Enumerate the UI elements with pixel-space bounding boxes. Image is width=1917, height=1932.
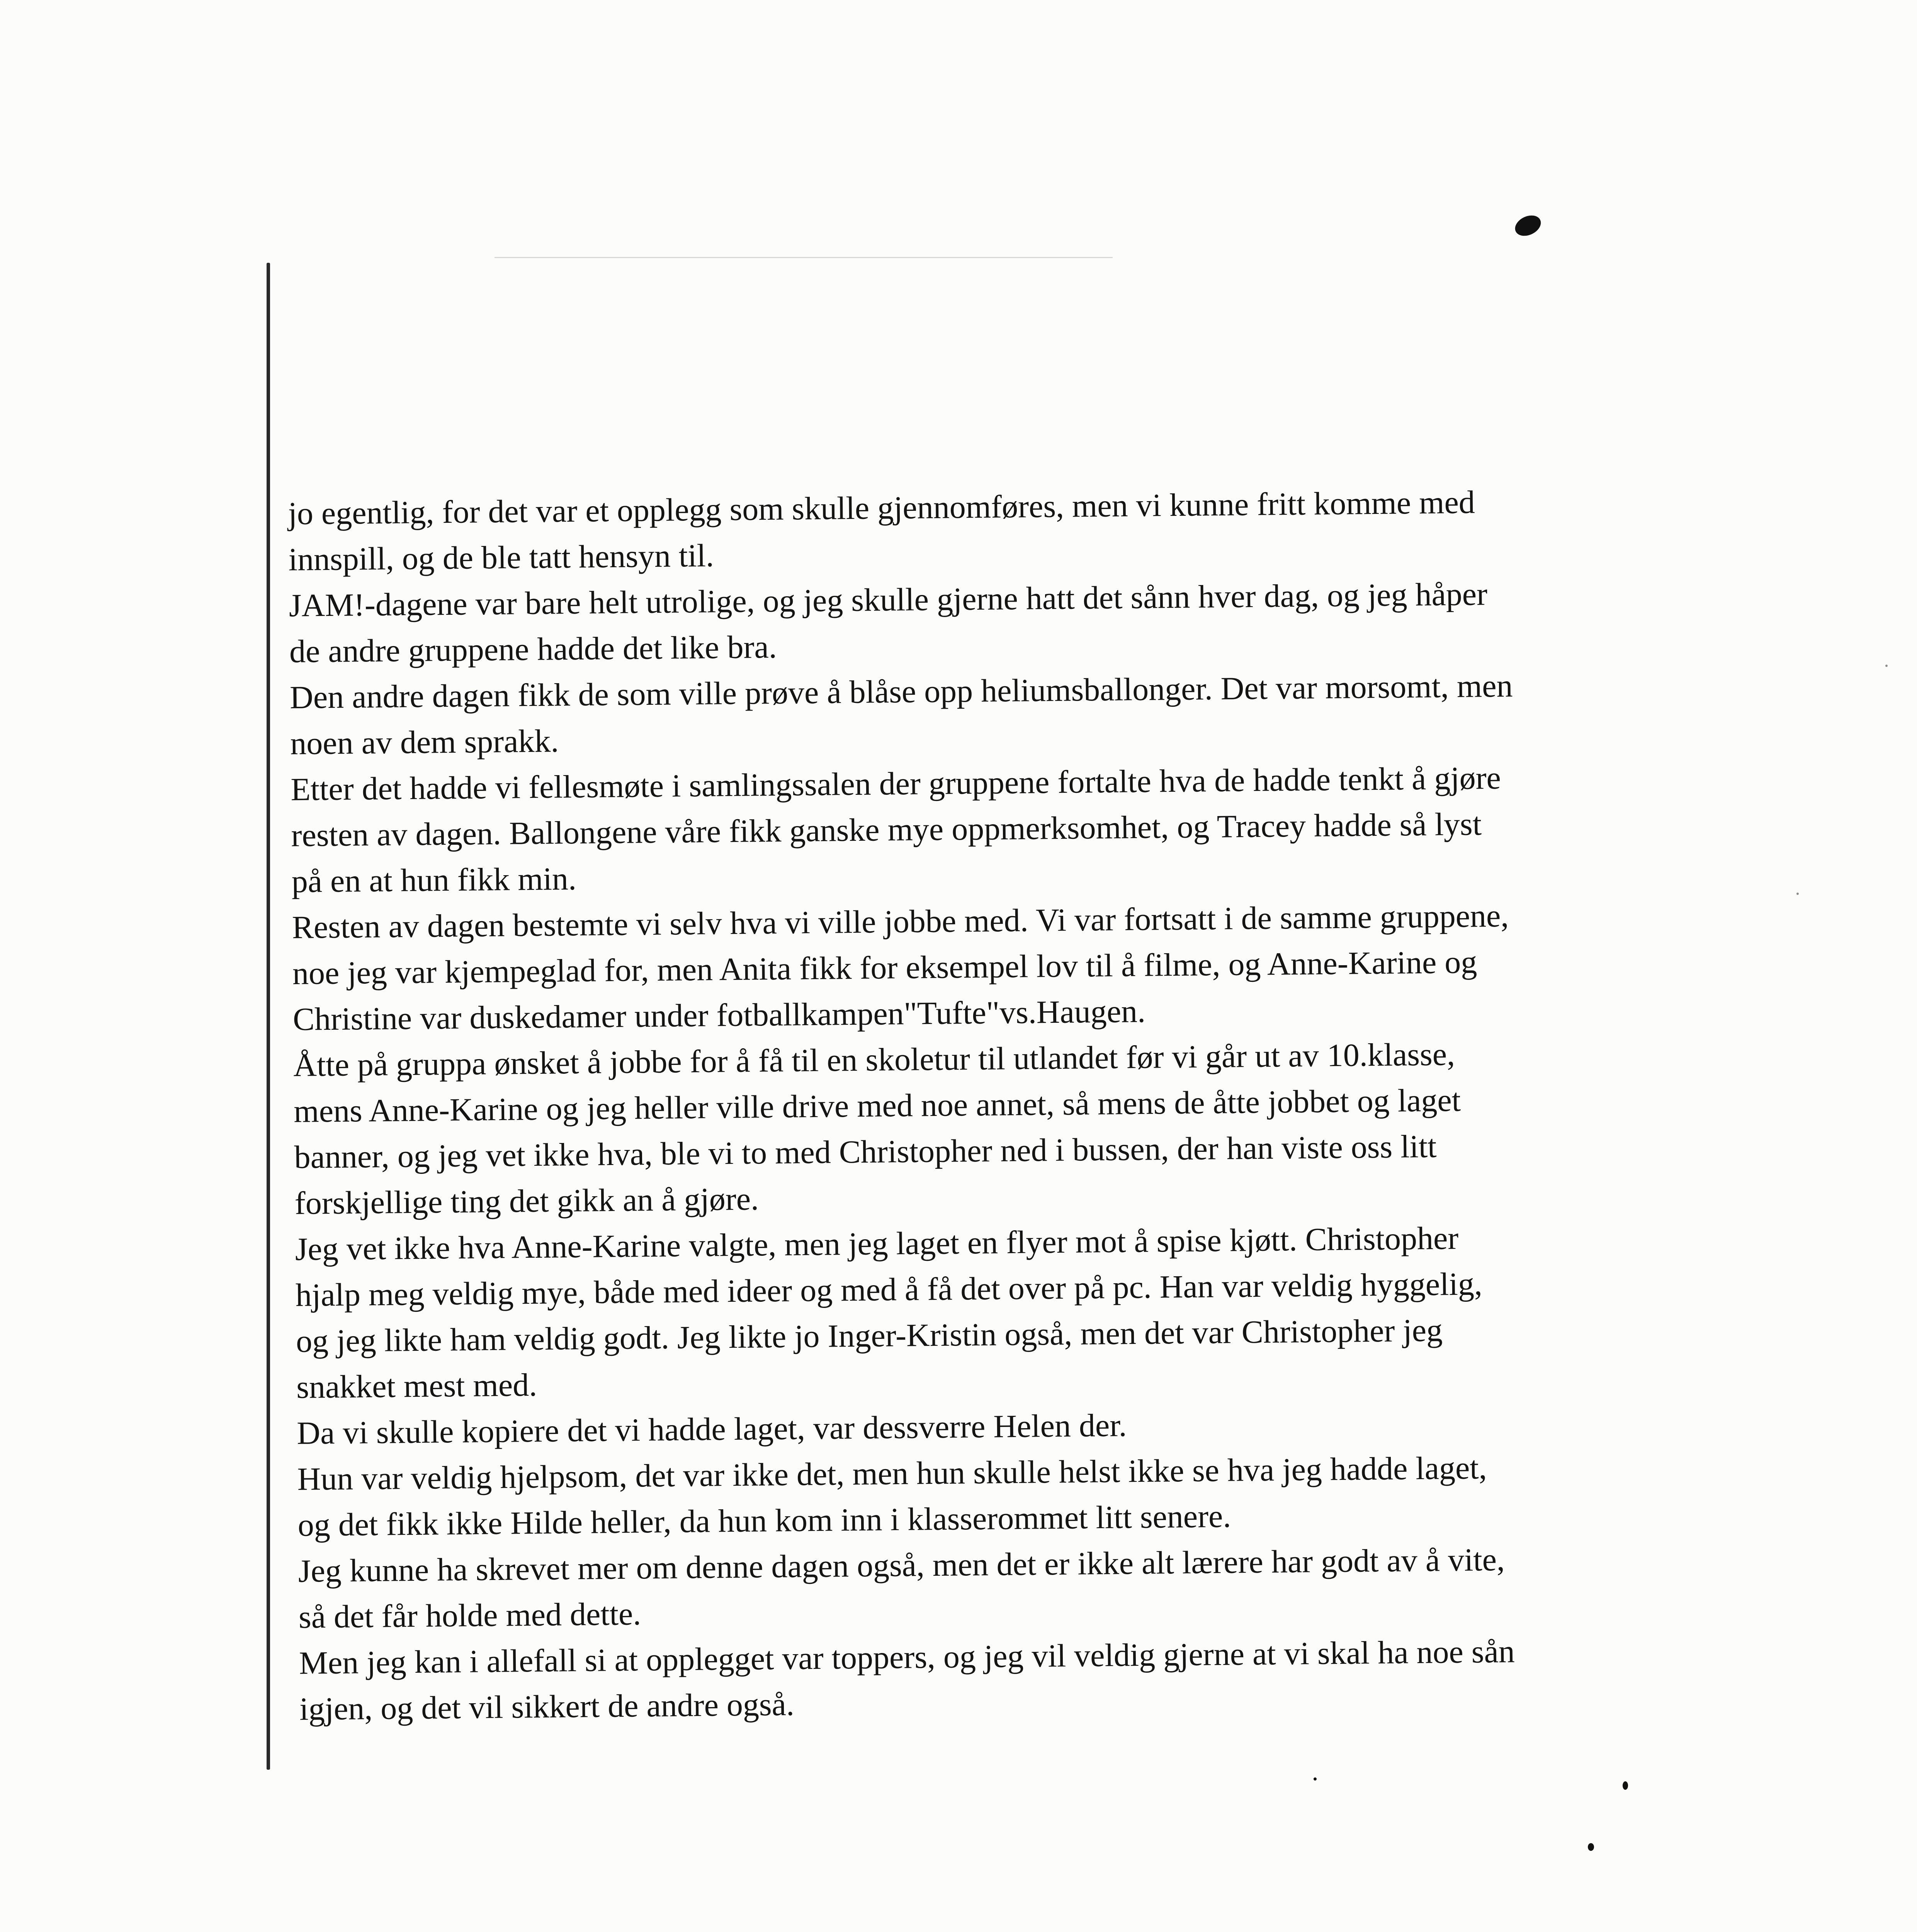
text-line: Da vi skulle kopiere det vi hadde laget, var dessverre Helen der.: [296, 1407, 1127, 1451]
ink-speck: [1623, 1781, 1628, 1790]
text-line: hjalp meg veldig mye, både med ideer og med å få det over på pc. Han var veldig hyggelig,: [295, 1266, 1483, 1313]
left-margin-rule: [267, 263, 270, 1770]
text-line: noe jeg var kjempeglad for, men Anita fikk for eksempel lov til å filme, og Anne-Karine og: [292, 944, 1477, 992]
text-line: JAM!-dagene var bare helt utrolige, og jeg skulle gjerne hatt det sånn hver dag, og jeg håper: [289, 576, 1488, 624]
faint-scan-line: [495, 257, 1113, 258]
text-line: og det fikk ikke Hilde heller, da hun kom inn i klasserommet litt senere.: [297, 1498, 1231, 1543]
text-line: Jeg kunne ha skrevet mer om denne dagen også, men det er ikke alt lærere har godt av å vite,: [298, 1541, 1505, 1589]
text-line: de andre gruppene hadde det like bra.: [289, 629, 777, 670]
text-line: Etter det hadde vi fellesmøte i samlingssalen der gruppene fortalte hva de hadde tenkt å gjøre: [290, 760, 1501, 808]
text-line: Christine var duskedamer under fotballkampen"Tufte"vs.Haugen.: [292, 993, 1146, 1037]
text-line: jo egentlig, for det var et opplegg som skulle gjennomføres, men vi kunne fritt komme med: [288, 484, 1475, 532]
text-line: Resten av dagen bestemte vi selv hva vi ville jobbe med. Vi var fortsatt i de samme gruppene,: [292, 898, 1509, 946]
text-line: banner, og jeg vet ikke hva, ble vi to med Christopher ned i bussen, der han viste oss litt: [294, 1128, 1437, 1175]
text-line: og jeg likte ham veldig godt. Jeg likte jo Inger-Kristin også, men det var Christopher jeg: [296, 1312, 1443, 1359]
text-line: forskjellige ting det gikk an å gjøre.: [294, 1181, 759, 1221]
text-line: Men jeg kan i allefall si at opplegget var toppers, og jeg vil veldig gjerne at vi skal ha noe sån: [299, 1633, 1515, 1681]
text-line: Den andre dagen fikk de som ville prøve å blåse opp heliumsballonger. Det var morsomt, men: [289, 668, 1513, 716]
text-line: snakket mest med.: [296, 1367, 537, 1405]
text-line: Hun var veldig hjelpsom, det var ikke det, men hun skulle helst ikke se hva jeg hadde laget,: [297, 1450, 1487, 1497]
ink-speck: [1314, 1777, 1317, 1781]
text-line: Åtte på gruppa ønsket å jobbe for å få til en skoletur til utlandet før vi går ut av 10.klasse,: [293, 1036, 1455, 1083]
ink-speck: [1588, 1843, 1594, 1851]
text-line: innspill, og de ble tatt hensyn til.: [288, 537, 714, 578]
text-line: noen av dem sprakk.: [290, 723, 559, 762]
scan-speck: [1885, 665, 1888, 667]
text-line: på en at hun fikk min.: [291, 861, 577, 900]
text-line: mens Anne-Karine og jeg heller ville drive med noe annet, så mens de åtte jobbet og laget: [293, 1082, 1461, 1129]
text-line: Jeg vet ikke hva Anne-Karine valgte, men jeg laget en flyer mot å spise kjøtt. Christopher: [295, 1220, 1459, 1267]
text-line: så det får holde med dette.: [298, 1596, 641, 1635]
ink-blot: [1512, 211, 1544, 240]
text-line: igjen, og det vil sikkert de andre også.: [299, 1686, 795, 1727]
document-body: [288, 476, 1853, 1732]
text-line: resten av dagen. Ballongene våre fikk ganske mye oppmerksomhet, og Tracey hadde så lyst: [291, 806, 1482, 854]
